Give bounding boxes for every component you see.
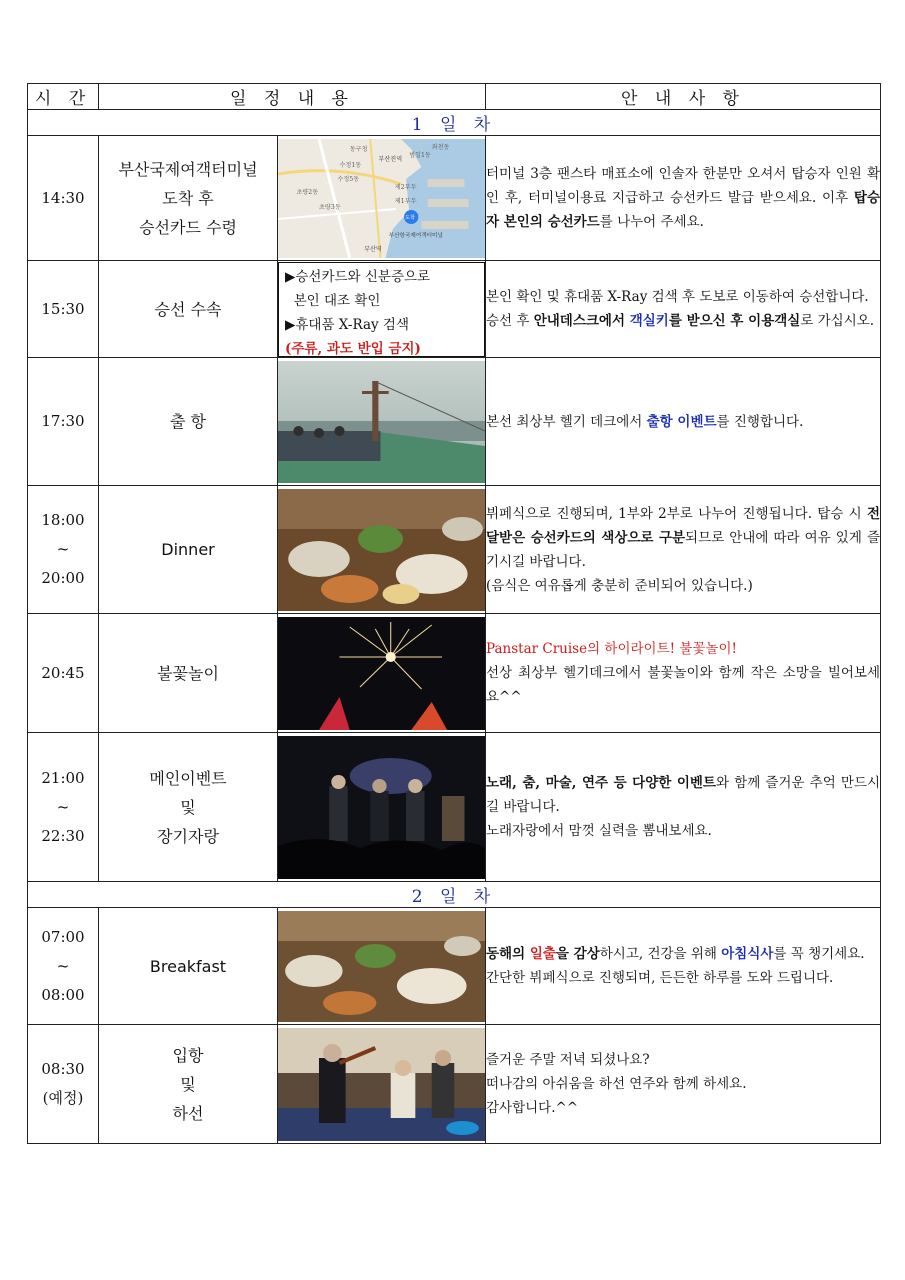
title-cell: Dinner <box>99 486 278 614</box>
day-2-label: 2 일 차 <box>28 882 881 908</box>
violin-photo <box>278 1025 486 1144</box>
title-cell: 부산국제여객터미널 도착 후 승선카드 수령 <box>99 136 278 261</box>
table-row <box>28 733 881 882</box>
table-row <box>28 1025 881 1144</box>
day-1-label: 1 일 차 <box>28 110 881 136</box>
table-row <box>28 908 881 1025</box>
day-row <box>28 882 881 908</box>
boarding-check-box: ▶승선카드와 신분증으로 본인 대조 확인 ▶휴대품 X-Ray 검색 (주류, 과도 반입 금지) <box>278 261 486 358</box>
svg-text:부산항국제여객터미널: 부산항국제여객터미널 <box>388 232 443 239</box>
info-cell: 즐거운 주말 저녁 되셨나요? 떠나감의 아쉬움을 하선 연주와 함께 하세요. 감사합니다.^^ <box>486 1025 881 1144</box>
header-schedule: 일 정 내 용 <box>99 84 486 110</box>
header-time: 시 간 <box>28 84 99 110</box>
table-row <box>28 614 881 733</box>
time-cell: 17:30 <box>28 358 99 486</box>
svg-text:초량3동: 초량3동 <box>318 203 341 211</box>
breakfast-photo <box>278 908 486 1025</box>
time-cell: 18:00 ~ 20:00 <box>28 486 99 614</box>
title-cell: 입항 및 하선 <box>99 1025 278 1144</box>
info-cell: 뷔페식으로 진행되며, 1부와 2부로 나누어 진행됩니다. 탑승 시 전달받은 승선카드의 색상으로 구분되므로 안내에 따라 여유 있게 즐기시길 바랍니다. (음식은 여유롭게 충분히 준비되어 있습니다.) <box>486 486 881 614</box>
time-cell: 08:30 (예정) <box>28 1025 99 1144</box>
time-cell: 21:00 ~ 22:30 <box>28 733 99 882</box>
table-row <box>28 358 881 486</box>
title-cell: 승선 수속 <box>99 261 278 358</box>
title-cell: 메인이벤트 및 장기자랑 <box>99 733 278 882</box>
title-cell: Breakfast <box>99 908 278 1025</box>
svg-text:수정1동: 수정1동 <box>339 161 362 169</box>
svg-text:제1부두: 제1부두 <box>394 197 417 205</box>
svg-text:범일1동: 범일1동 <box>409 151 431 159</box>
header-row <box>28 84 881 110</box>
svg-text:초량2동: 초량2동 <box>296 188 319 196</box>
day-row <box>28 110 881 136</box>
info-cell: 동해의 일출을 감상하시고, 건강을 위해 아침식사를 꼭 챙기세요. 간단한 뷔페식으로 진행되며, 든든한 하루를 도와 드립니다. <box>486 908 881 1025</box>
svg-text:부산역: 부산역 <box>364 245 382 253</box>
time-cell: 14:30 <box>28 136 99 261</box>
map-image <box>278 136 486 261</box>
header-notice: 안 내 사 항 <box>486 84 881 110</box>
title-cell: 불꽃놀이 <box>99 614 278 733</box>
title-cell: 출 항 <box>99 358 278 486</box>
svg-text:좌천동: 좌천동 <box>431 143 450 151</box>
buffet-photo <box>278 486 486 614</box>
svg-text:동구청: 동구청 <box>349 145 368 153</box>
time-cell: 20:45 <box>28 614 99 733</box>
svg-text:제2부두: 제2부두 <box>394 183 417 191</box>
schedule-table <box>27 83 881 1144</box>
info-cell: 터미널 3층 팬스타 매표소에 인솔자 한분만 오셔서 탑승자 인원 확인 후, 터미널이용료 지급하고 승선카드 발급 받으세요. 이후 탑승자 본인의 승선카드를 나누어 주세요. <box>486 136 881 261</box>
stage-photo <box>278 733 486 882</box>
info-cell: 노래, 춤, 마술, 연주 등 다양한 이벤트와 함께 즐거운 추억 만드시길 바랍니다. 노래자랑에서 맘껏 실력을 뽐내보세요. <box>486 733 881 882</box>
table-row <box>28 261 881 358</box>
table-row <box>28 136 881 261</box>
info-cell: 본인 확인 및 휴대품 X-Ray 검색 후 도보로 이동하여 승선합니다. 승선 후 안내데스크에서 객실키를 받으신 후 이용객실로 가십시오. <box>486 261 881 358</box>
table-row <box>28 486 881 614</box>
svg-text:부산진역: 부산진역 <box>378 155 403 163</box>
svg-text:도착: 도착 <box>405 214 415 221</box>
info-cell: 본선 최상부 헬기 데크에서 출항 이벤트를 진행합니다. <box>486 358 881 486</box>
info-cell: Panstar Cruise의 하이라이트! 불꽃놀이! 선상 최상부 헬기데크에서 불꽃놀이와 함께 작은 소망을 빌어보세요^^ <box>486 614 881 733</box>
time-cell: 15:30 <box>28 261 99 358</box>
deck-photo <box>278 358 486 486</box>
fireworks-photo <box>278 614 486 733</box>
svg-text:수정5동: 수정5동 <box>337 175 360 183</box>
time-cell: 07:00 ~ 08:00 <box>28 908 99 1025</box>
